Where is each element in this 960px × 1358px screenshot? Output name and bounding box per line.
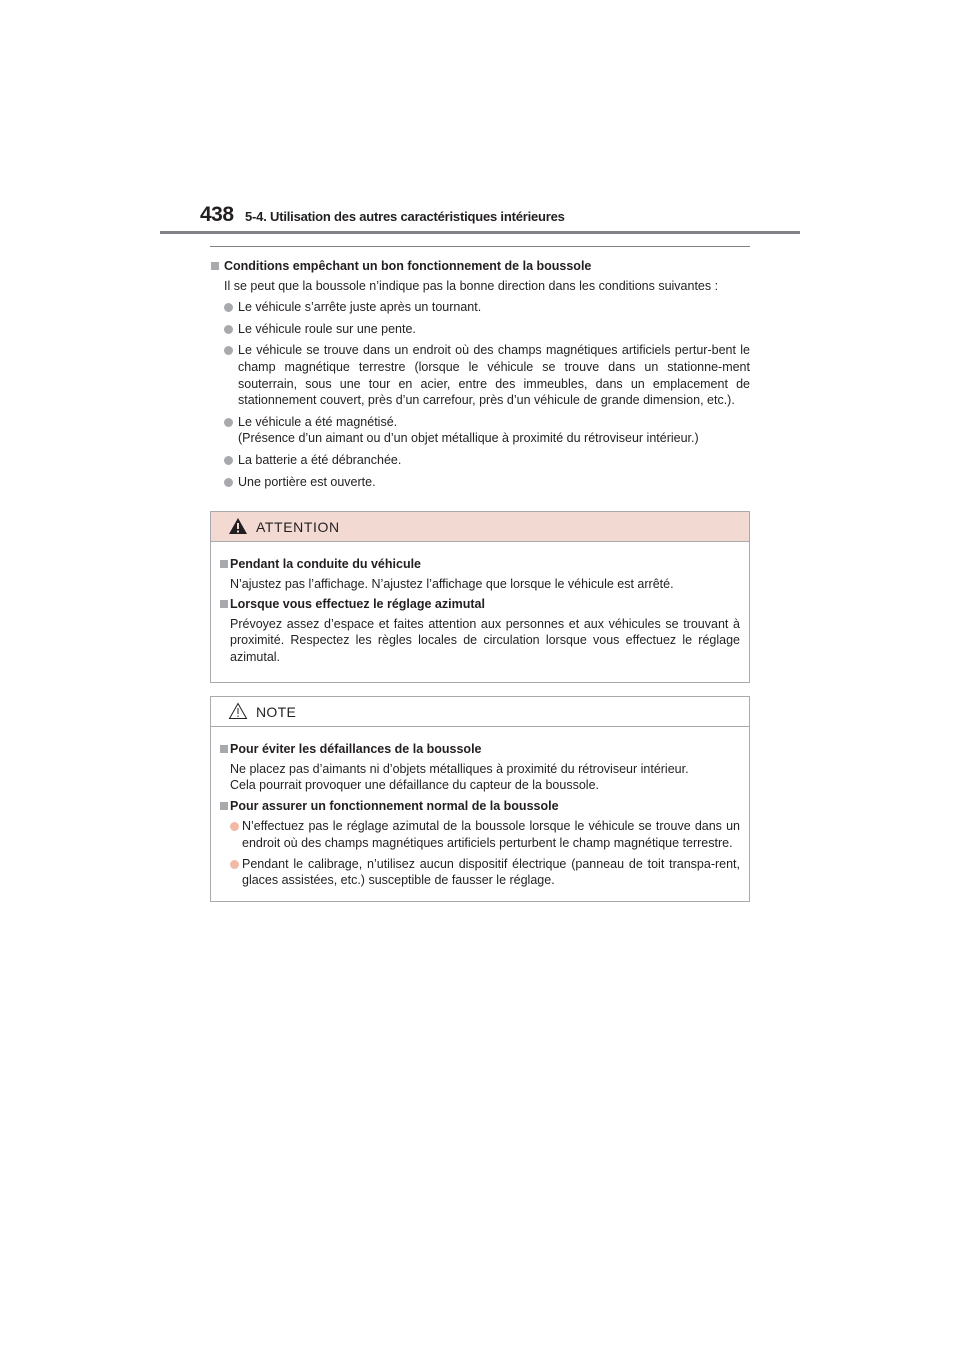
circle-bullet-icon bbox=[230, 860, 239, 869]
circle-bullet-icon bbox=[230, 822, 239, 831]
circle-bullet-icon bbox=[224, 346, 233, 355]
page-number: 438 bbox=[200, 203, 234, 226]
note-box bbox=[210, 696, 750, 902]
attention-body bbox=[211, 542, 749, 682]
circle-bullet-icon bbox=[224, 478, 233, 487]
list-item: Le véhicule a été magnétisé. (Présence d’un aimant ou d’un objet métallique à proximité du rétroviseur intérieur.) bbox=[210, 414, 750, 447]
note-title: NOTE bbox=[256, 704, 297, 720]
list-item: La batterie a été débranchée. bbox=[210, 452, 750, 469]
attention-title: ATTENTION bbox=[256, 519, 340, 535]
list-item: Le véhicule s’arrête juste après un tournant. bbox=[210, 299, 750, 316]
square-bullet-icon bbox=[220, 560, 228, 568]
list-item: N’effectuez pas le réglage azimutal de la boussole lorsque le véhicule se trouve dans un endroit où des champs magnétiques artificiels perturbent le champ magnétique terrestre. bbox=[220, 818, 740, 851]
section-rule bbox=[210, 246, 750, 247]
chapter-title: 5-4. Utilisation des autres caractéristiques intérieures bbox=[245, 209, 565, 224]
attention-header bbox=[211, 512, 749, 542]
square-bullet-icon bbox=[211, 262, 219, 270]
circle-bullet-icon bbox=[224, 456, 233, 465]
circle-bullet-icon bbox=[224, 303, 233, 312]
circle-bullet-icon bbox=[224, 325, 233, 334]
header-rule bbox=[160, 231, 800, 234]
square-bullet-icon bbox=[220, 802, 228, 810]
list-item: Le véhicule roule sur une pente. bbox=[210, 321, 750, 338]
note-text: Ne placez pas d’aimants ni d’objets métalliques à proximité du rétroviseur intérieur. bbox=[230, 761, 689, 776]
note-body bbox=[211, 727, 749, 901]
list-item: Une portière est ouverte. bbox=[210, 474, 750, 491]
attention-text: Prévoyez assez d’espace et faites attention aux personnes et aux véhicules se trouvant à proximité. Respectez les règles locales de circulation lorsque vous effectuez le réglage azimutal. bbox=[230, 616, 740, 664]
list-item: Pendant le calibrage, n’utilisez aucun dispositif électrique (panneau de toit transpa-rent, glaces assistées, etc.) susceptible de fausser le réglage. bbox=[220, 856, 740, 889]
attention-text: N’ajustez pas l’affichage. N’ajustez l’affichage que lorsque le véhicule est arrêté. bbox=[230, 576, 674, 591]
square-bullet-icon bbox=[220, 745, 228, 753]
square-bullet-icon bbox=[220, 600, 228, 608]
caution-triangle-icon bbox=[228, 702, 248, 720]
note-heading: Pour éviter les défaillances de la boussole bbox=[220, 741, 740, 758]
attention-heading: Pendant la conduite du véhicule bbox=[220, 556, 740, 573]
attention-box bbox=[210, 511, 750, 683]
section-intro: Il se peut que la boussole n’indique pas la bonne direction dans les conditions suivantes : bbox=[224, 278, 719, 293]
note-heading: Pour assurer un fonctionnement normal de la boussole bbox=[220, 798, 740, 815]
main-section bbox=[210, 258, 750, 490]
note-text: Cela pourrait provoquer une défaillance du capteur de la boussole. bbox=[230, 778, 599, 793]
attention-heading: Lorsque vous effectuez le réglage azimutal bbox=[220, 596, 740, 613]
note-header bbox=[211, 697, 749, 727]
circle-bullet-icon bbox=[224, 418, 233, 427]
list-item: Le véhicule se trouve dans un endroit où des champs magnétiques artificiels pertur-bent le champ magnétique terrestre (lorsque le véhicule se trouve dans un stationne-ment souterrain, sous une tour en acier, entre des immeubles, dans un emplacement de stationnement couvert, près d’un carrefour, près d’un véhicule de grande dimension, etc.). bbox=[210, 342, 750, 408]
section-heading: Conditions empêchant un bon fonctionnement de la boussole bbox=[210, 258, 750, 275]
warning-triangle-icon bbox=[228, 517, 248, 535]
